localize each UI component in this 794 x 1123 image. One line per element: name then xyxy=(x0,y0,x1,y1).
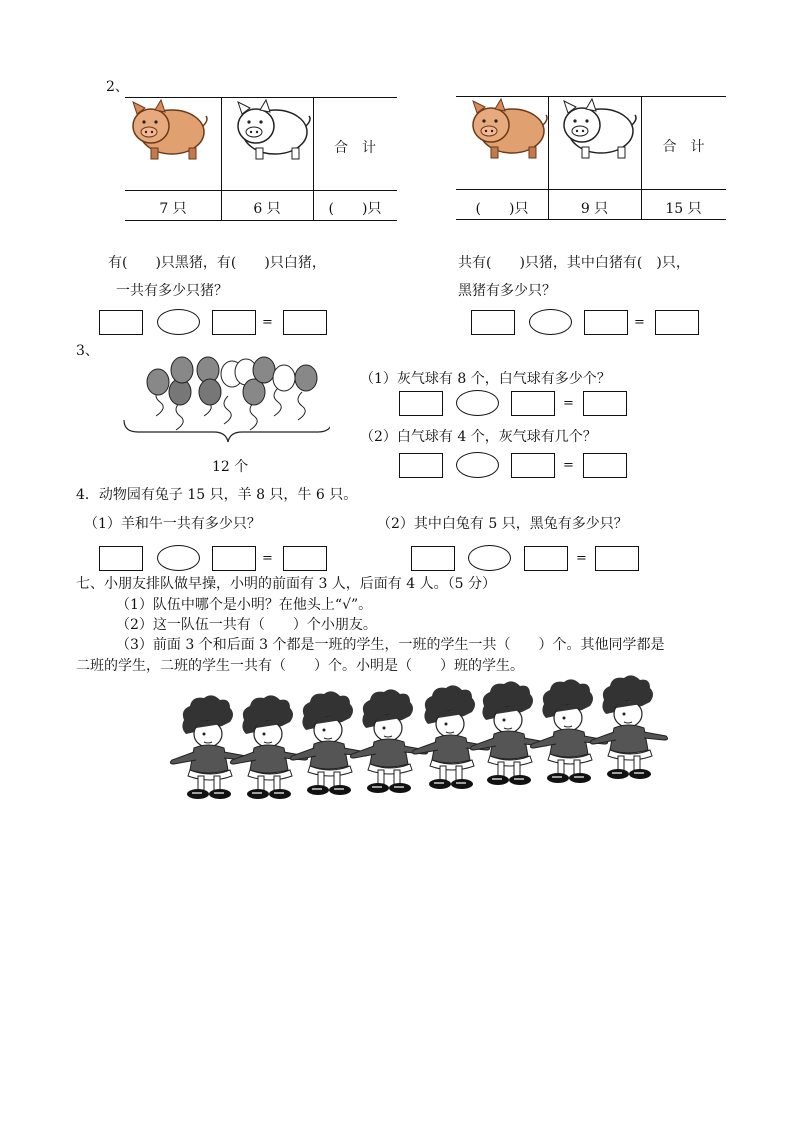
operator-oval[interactable] xyxy=(157,545,200,571)
section-2-label: 2、 xyxy=(106,79,129,95)
left-total-count: ( )只 xyxy=(328,201,382,217)
white-pig-image xyxy=(230,98,314,162)
section-4-question-2: （2）其中白兔有 5 只，黑兔有多少只？ xyxy=(377,516,628,532)
result-box[interactable] xyxy=(283,310,327,335)
section-3-label: 3、 xyxy=(76,343,99,359)
children-line-image xyxy=(160,672,680,800)
right-question-line-1: 共有( )只猪，其中白猪有( )只， xyxy=(458,255,690,271)
equals-sign: = xyxy=(634,315,645,330)
answer-box[interactable] xyxy=(511,391,555,416)
left-white-count: 6 只 xyxy=(253,201,281,217)
right-white-count: 9 只 xyxy=(580,201,609,217)
answer-box[interactable] xyxy=(399,453,443,478)
right-total-count: 15 只 xyxy=(665,201,702,217)
result-box[interactable] xyxy=(595,546,639,571)
operator-oval[interactable] xyxy=(529,309,572,335)
result-box[interactable] xyxy=(655,310,699,335)
black-pig-image xyxy=(127,98,211,162)
equals-sign: = xyxy=(262,551,273,566)
left-total-label: 合 计 xyxy=(334,140,376,156)
operator-oval[interactable] xyxy=(468,545,511,571)
section-4-title: 4．动物园有兔子 15 只，羊 8 只，牛 6 只。 xyxy=(76,487,358,503)
section-7-question-3-line-1: （3）前面 3 个和后面 3 个都是一班的学生，一班的学生一共（ ）个。其他同学都是 xyxy=(116,637,665,653)
equals-sign: = xyxy=(563,458,574,473)
section-4-question-1: （1）羊和牛一共有多少只？ xyxy=(84,516,261,532)
result-box[interactable] xyxy=(583,391,627,416)
operator-oval[interactable] xyxy=(456,390,499,416)
answer-box[interactable] xyxy=(411,546,455,571)
black-pig-image xyxy=(467,97,551,161)
white-pig-image xyxy=(556,97,640,161)
right-total-label: 合 计 xyxy=(662,139,705,155)
balloons-image xyxy=(120,356,330,460)
section-7-question-2: （2）这一队伍一共有（ ）个小朋友。 xyxy=(116,617,377,633)
answer-box[interactable] xyxy=(99,310,143,335)
left-black-count: 7 只 xyxy=(159,201,187,217)
answer-box[interactable] xyxy=(99,546,143,571)
equals-sign: = xyxy=(576,551,587,566)
answer-box[interactable] xyxy=(471,310,515,335)
result-box[interactable] xyxy=(583,453,627,478)
answer-box[interactable] xyxy=(212,546,256,571)
section-7-title: 七、小朋友排队做早操，小明的前面有 3 人，后面有 4 人。（5 分） xyxy=(76,576,496,592)
result-box[interactable] xyxy=(283,546,327,571)
right-question-line-2: 黑猪有多少只？ xyxy=(458,283,556,299)
operator-oval[interactable] xyxy=(456,452,499,478)
answer-box[interactable] xyxy=(399,391,443,416)
answer-box[interactable] xyxy=(524,546,568,571)
answer-box[interactable] xyxy=(511,453,555,478)
section-3-question-2: （2）白气球有 4 个，灰气球有几个？ xyxy=(360,429,597,445)
answer-box[interactable] xyxy=(212,310,256,335)
section-3-question-1: （1）灰气球有 8 个，白气球有多少个？ xyxy=(360,371,611,387)
equals-sign: = xyxy=(262,315,273,330)
balloon-count-label: 12 个 xyxy=(212,459,249,475)
operator-oval[interactable] xyxy=(157,309,200,335)
left-question-line-2: 一共有多少只猪？ xyxy=(116,283,228,299)
answer-box[interactable] xyxy=(584,310,628,335)
section-7-question-1: （1）队伍中哪个是小明？在他头上“√”。 xyxy=(116,597,373,613)
equals-sign: = xyxy=(563,396,574,411)
section-7-question-3-line-2: 二班的学生，二班的学生一共有（ ）个。小明是（ ）班的学生。 xyxy=(76,658,524,674)
right-black-count: ( )只 xyxy=(475,201,529,217)
left-question-line-1: 有( )只黑猪，有( )只白猪， xyxy=(108,255,326,271)
